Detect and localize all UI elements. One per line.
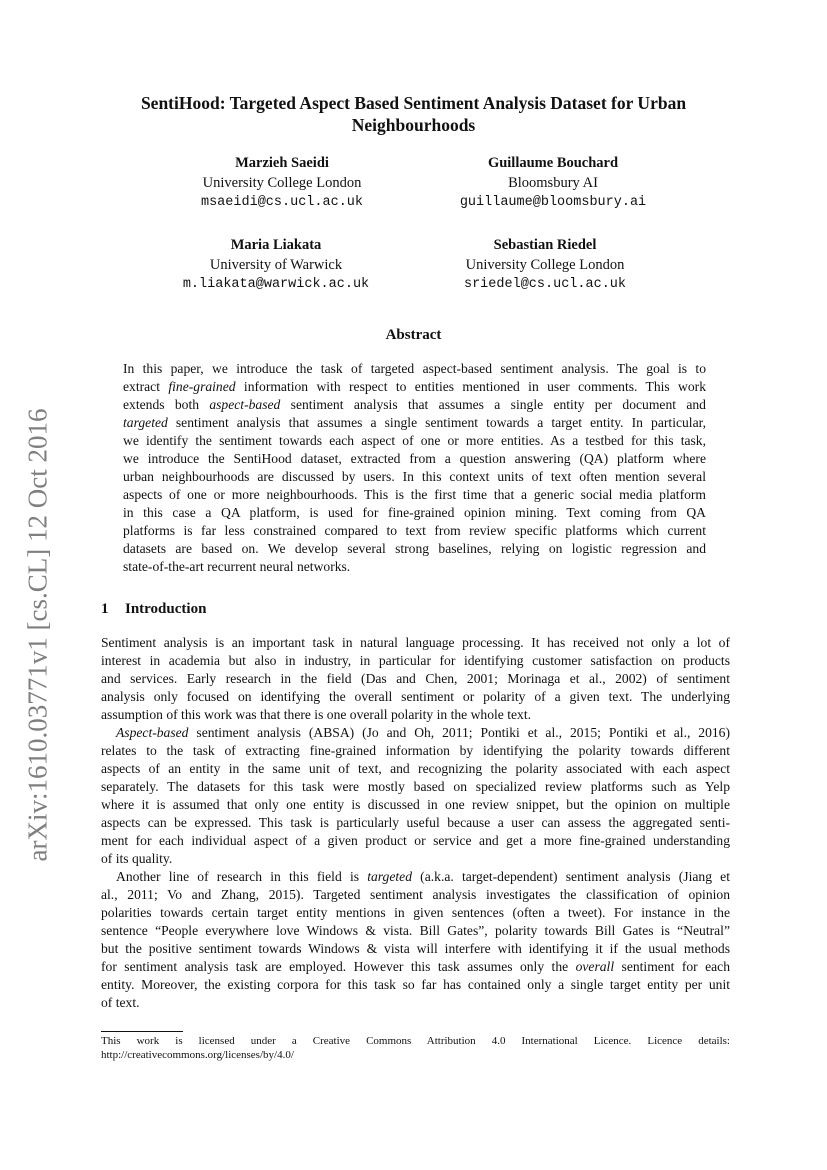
title-line: Neighbourhoods: [351, 115, 476, 135]
emphasis: fine-grained: [168, 379, 236, 394]
author-block: [132, 153, 432, 213]
author-name: Guillaume Bouchard: [487, 155, 619, 171]
author-affiliation: University College London: [202, 175, 362, 191]
text-line: relates to the task of extracting fine-grained information by identifying the polarity towards different: [101, 743, 730, 758]
author-affiliation: University College London: [465, 257, 625, 273]
author-block: [403, 153, 703, 213]
section-title: Introduction: [125, 601, 207, 617]
emphasis: targeted: [123, 415, 168, 430]
text-line: aspects can be expressed. This task is particularly useful because a user can assess the aggregated senti-: [101, 815, 730, 830]
emphasis: targeted: [367, 869, 412, 884]
text-line: where it is assumed that only one entity is discussed in one review snippet, but the opinion on multiple: [101, 797, 730, 812]
text-line: and services. Early research in the field (Das and Chen, 2001; Morinaga et al., 2002) of sentiment: [101, 671, 730, 686]
text-line: in this case a QA platform, is used for fine-grained opinion mining. Text coming from QA: [123, 505, 706, 520]
text-line: of its quality.: [101, 851, 173, 866]
text-line: In this paper, we introduce the task of targeted aspect-based sentiment analysis. The goal is to: [123, 361, 706, 376]
text-line: aspects of an entity in the same unit of text, and recognizing the polarity associated with each aspect: [101, 761, 730, 776]
text-line: assumption of this work was that there is one overall polarity in the whole text.: [101, 707, 532, 722]
text-line: targeted sentiment analysis that assumes a single sentiment towards a target entity. In particular,: [123, 415, 706, 430]
text-line: we introduce the SentiHood dataset, extracted from a question answering (QA) platform where: [123, 451, 706, 466]
text-line: sentence “People everywhere love Windows & vista. Bill Gates”, polarity towards Bill Gates is “Neutral”: [101, 923, 730, 938]
emphasis: aspect-based: [209, 397, 281, 412]
text-line: state-of-the-art recurrent neural networks.: [123, 559, 351, 574]
text-line: analysis only focused on identifying the overall sentiment or polarity of a given text. The underlying: [101, 689, 730, 704]
emphasis: overall: [575, 959, 615, 974]
text-line: separately. The datasets for this task were mostly based on specialized review platforms such as Yelp: [101, 779, 730, 794]
text-line: of text.: [101, 995, 140, 1010]
paragraph: [101, 868, 730, 1012]
text-line: polarities towards certain target entity mentions in given sentences (often a tweet). For instance in the: [101, 905, 730, 920]
text-line: ment for each individual aspect of a given product or service and get a more fine-grained understanding: [101, 833, 730, 848]
text-line: al., 2011; Vo and Zhang, 2015). Targeted sentiment analysis investigates the classification of opinion: [101, 887, 730, 902]
emphasis: Aspect-based: [116, 725, 189, 740]
text-line: This work is licensed under a Creative Commons Attribution 4.0 International Licence. Licence details:: [101, 1035, 730, 1047]
text-line: entity. Moreover, the existing corpora for this task so far has contained only a single target entity per unit: [101, 977, 730, 992]
author-block: [126, 235, 426, 295]
author-affiliation: Bloomsbury AI: [508, 175, 598, 191]
text-line: interest in academia but also in industry, in particular for identifying customer satisfaction on products: [101, 653, 730, 668]
text-line: extends both aspect-based sentiment analysis that assumes a single entity per document and: [123, 397, 706, 412]
text-line: extract fine-grained information with respect to entities mentioned in user comments. This work: [123, 379, 706, 394]
text-line: for sentiment analysis task are employed. However this task assumes only the overall sentiment for each: [101, 959, 730, 974]
author-name: Sebastian Riedel: [493, 237, 597, 253]
author-affiliation: University of Warwick: [209, 257, 343, 273]
text-line: we identify the sentiment towards each aspect of one or more entities. As a testbed for this task,: [123, 433, 706, 448]
author-name: Marzieh Saeidi: [235, 155, 329, 171]
text-line: datasets are based on. We develop several strong baselines, relying on logistic regression and: [123, 541, 706, 556]
text-line: but the positive sentiment towards Windows & vista will interfere with identifying it if the usual methods: [101, 941, 730, 956]
paragraph: [101, 724, 730, 868]
paragraph: [101, 634, 730, 724]
paper-title: [80, 92, 747, 136]
text-line: urban neighbourhoods are discussed by users. In this context units of text often mention several: [123, 469, 706, 484]
author-email: sriedel@cs.ucl.ac.uk: [463, 277, 627, 292]
author-name: Maria Liakata: [230, 237, 322, 253]
arxiv-stamp: arXiv:1610.03771v1 [cs.CL] 12 Oct 2016: [22, 408, 53, 862]
text-line: platforms is far less constrained compared to text from review specific platforms which current: [123, 523, 706, 538]
text-line: Aspect-based sentiment analysis (ABSA) (Jo and Oh, 2011; Pontiki et al., 2015; Pontiki et al., 2016): [116, 725, 730, 740]
abstract-body: [123, 360, 706, 576]
text-line: Sentiment analysis is an important task in natural language processing. It has received not only a lot of: [101, 635, 730, 650]
text-line: Another line of research in this field is targeted (a.k.a. target-dependent) sentiment analysis (Jiang et: [116, 869, 730, 884]
paragraph: [123, 360, 706, 576]
footnote: [101, 1034, 730, 1062]
author-email: m.liakata@warwick.ac.uk: [182, 277, 370, 292]
author-email: msaeidi@cs.ucl.ac.uk: [200, 195, 364, 210]
text-line: aspects of one or more neighbourhoods. This is the first time that a generic social media platform: [123, 487, 706, 502]
author-email: guillaume@bloomsbury.ai: [459, 195, 647, 210]
section-number: 1: [101, 601, 109, 617]
footnote-rule: [101, 1031, 183, 1032]
title-line: SentiHood: Targeted Aspect Based Sentiment Analysis Dataset for Urban: [140, 93, 687, 113]
text-line: http://creativecommons.org/licenses/by/4.0/: [101, 1049, 294, 1061]
abstract-heading: Abstract: [385, 327, 442, 343]
author-block: [395, 235, 695, 295]
section-heading: [101, 601, 206, 618]
introduction-body: [101, 634, 730, 1012]
